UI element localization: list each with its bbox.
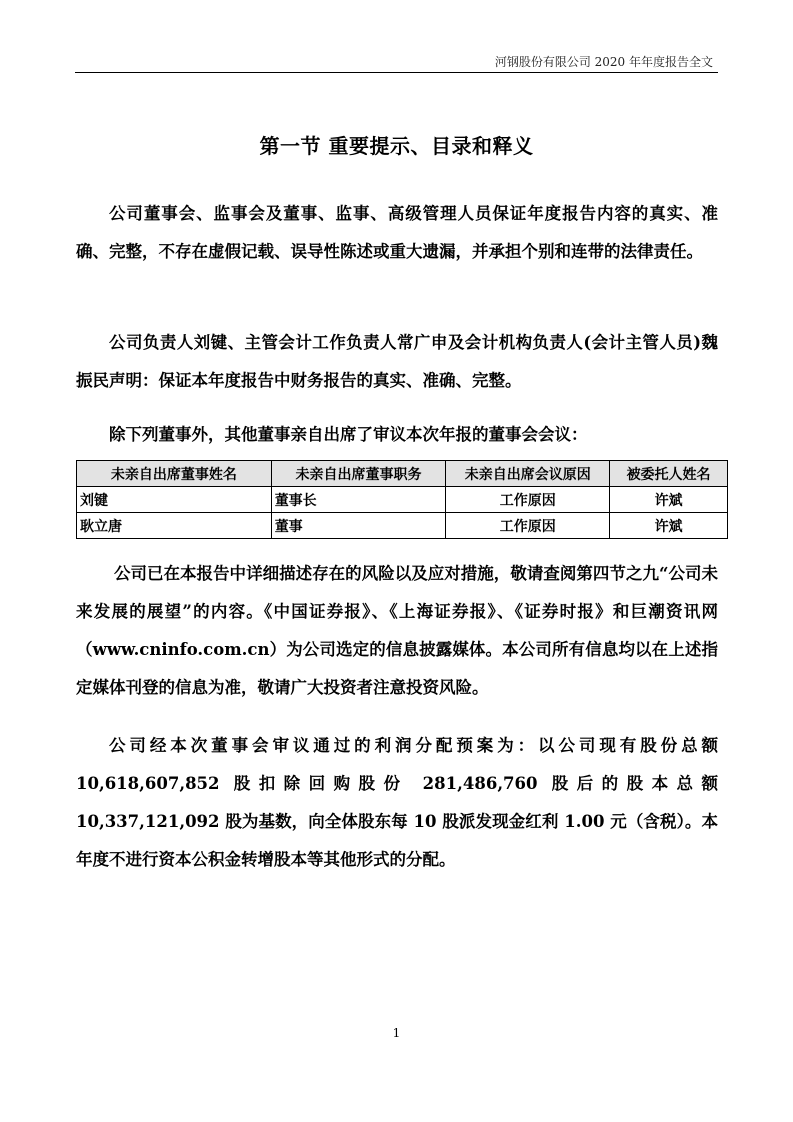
cell-director-position: 董事长: [271, 487, 446, 513]
cell-director-position: 董事: [271, 513, 446, 539]
table-row: [77, 513, 728, 539]
table-header-row: [77, 461, 728, 487]
cell-absence-reason: 工作原因: [446, 513, 610, 539]
paragraph-profit-distribution: 公司经本次董事会审议通过的利润分配预案为：以公司现有股份总额10,618,607,852 股扣除回购股份 281,486,760 股后的股本总额 10,337,121,092 股为基数，向全体股东每 10 股派发现金红利 1.00 元（含税）。本年度不进行资本公积金转增股本等其他形式的分配。: [76, 736, 718, 869]
header-running-title: 河钢股份有限公司 2020 年年度报告全文: [494, 55, 713, 69]
cell-director-name: 耿立唐: [77, 513, 272, 539]
cell-proxy-name: 许斌: [610, 487, 728, 513]
header-proxy-name: 被委托人姓名: [610, 461, 728, 487]
section-title: 第一节 重要提示、目录和释义: [259, 134, 534, 158]
paragraph-officers-declaration: 公司负责人刘键、主管会计工作负责人常广申及会计机构负责人(会计主管人员)魏振民声明：保证本年度报告中财务报告的真实、准确、完整。: [76, 333, 718, 390]
header-absence-reason: 未亲自出席会议原因: [446, 461, 610, 487]
header-absent-director-position: 未亲自出席董事职务: [271, 461, 446, 487]
absent-directors-table: [76, 460, 728, 539]
cell-director-name: 刘键: [77, 487, 272, 513]
header-rule: [75, 72, 718, 73]
table-row: [77, 487, 728, 513]
paragraph-risk-notice: 公司已在本报告中详细描述存在的风险以及应对措施，敬请查阅第四节之九“公司未来发展的展望”的内容。《中国证券报》、《上海证券报》、《证券时报》和巨潮资讯网（www.cninfo.com.cn）为公司选定的信息披露媒体。本公司所有信息均以在上述指定媒体刊登的信息为准，敬请广大投资者注意投资风险。: [76, 564, 718, 697]
header-absent-director-name: 未亲自出席董事姓名: [77, 461, 272, 487]
cell-absence-reason: 工作原因: [446, 487, 610, 513]
page-number: 1: [392, 1026, 401, 1040]
paragraph-responsibility-statement: 公司董事会、监事会及董事、监事、高级管理人员保证年度报告内容的真实、准确、完整，不存在虚假记载、误导性陈述或重大遗漏，并承担个别和连带的法律责任。: [76, 204, 718, 261]
paragraph-absent-directors-intro: 除下列董事外，其他董事亲自出席了审议本次年报的董事会会议：: [109, 425, 588, 444]
cell-proxy-name: 许斌: [610, 513, 728, 539]
